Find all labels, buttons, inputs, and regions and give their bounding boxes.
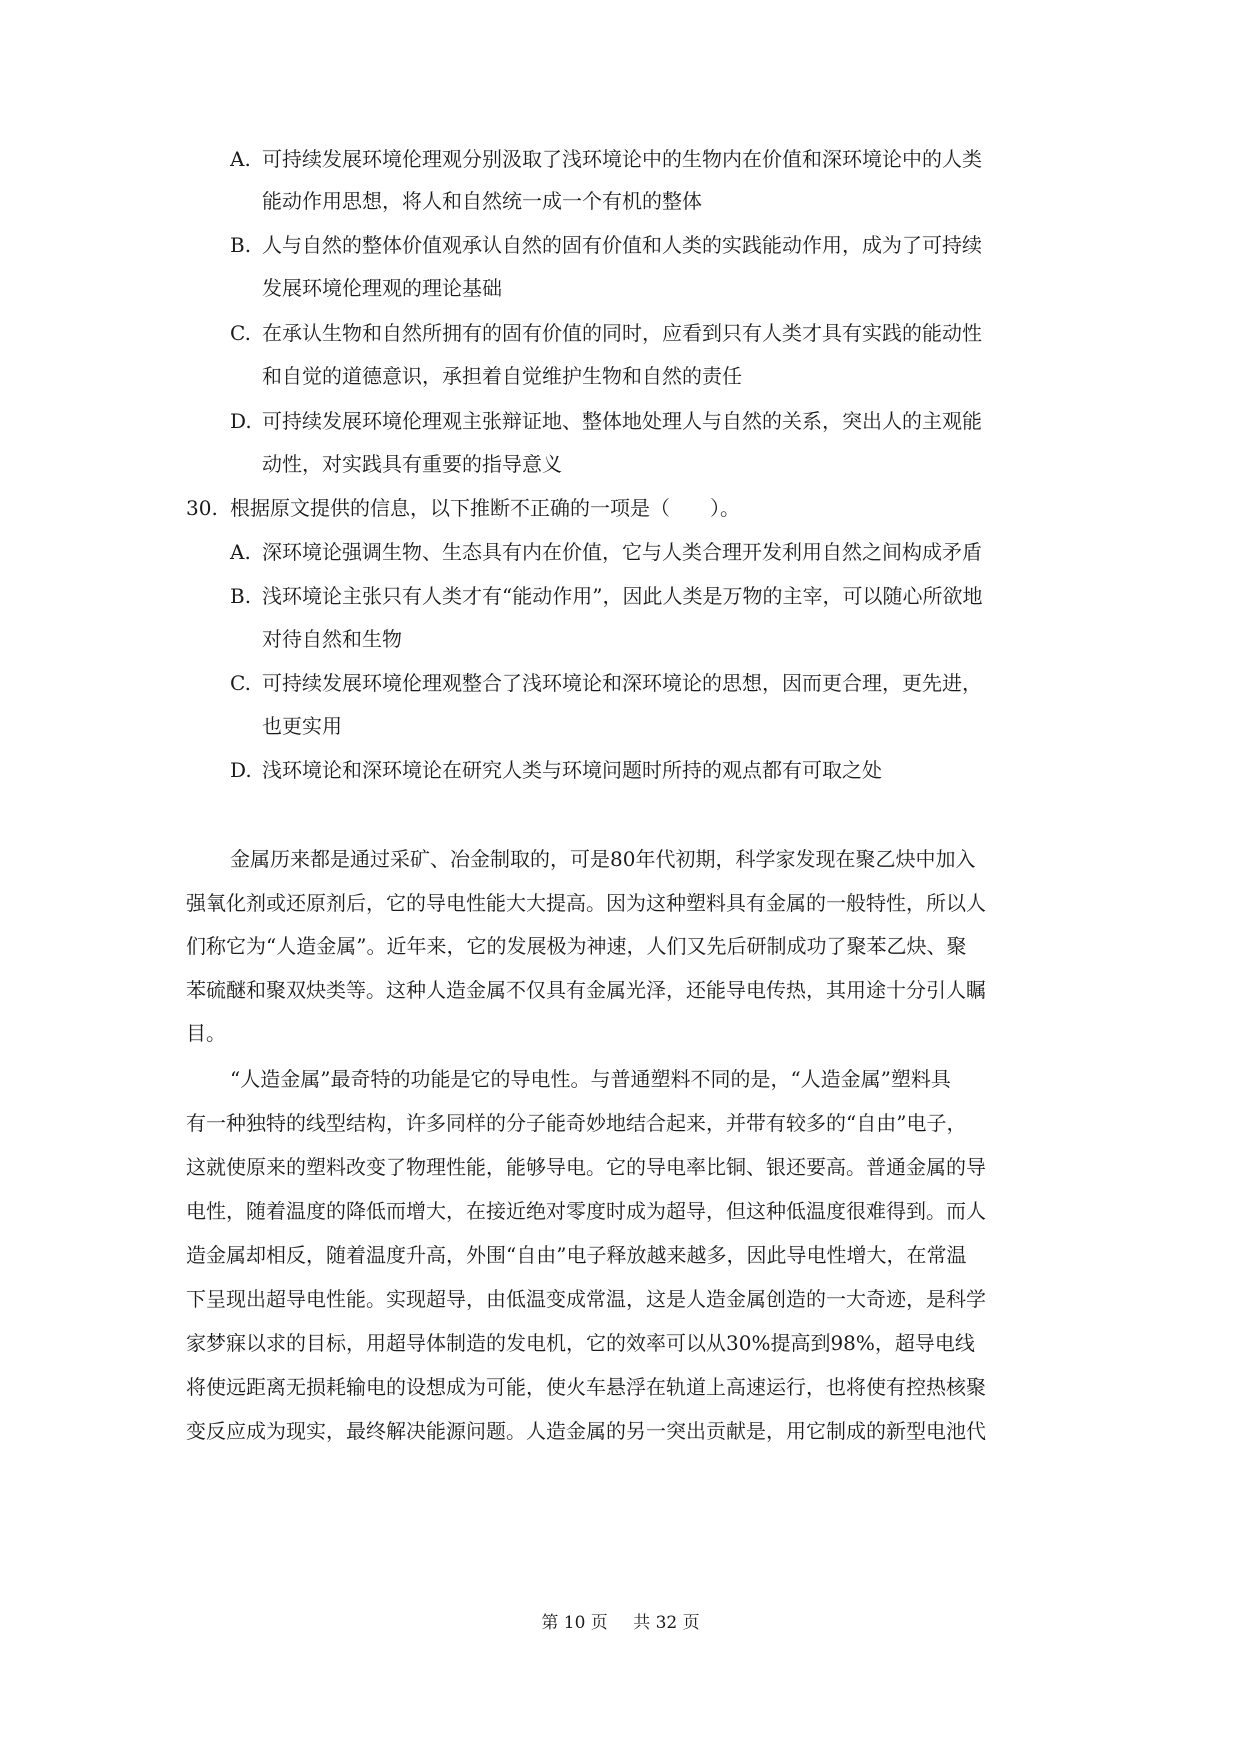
passage-p2-line: 家梦寐以求的目标，用超导体制造的发电机，它的效率可以从30%提高到98%，超导电线 <box>186 1331 975 1355</box>
question-number: 30. <box>186 496 218 520</box>
option-label: A. <box>230 540 251 564</box>
q30-option-c <box>230 670 982 696</box>
q29-option-a <box>230 146 982 172</box>
option-label: A. <box>230 147 251 171</box>
option-label: D. <box>230 409 252 433</box>
passage-p1-line: 们称它为“人造金属”。近年来，它的发展极为神速，人们又先后研制成功了聚苯乙炔、聚 <box>186 934 967 958</box>
q29-option-c <box>230 320 982 346</box>
q29-option-b-cont: 发展环境伦理观的理论基础 <box>262 276 502 300</box>
q30-stem <box>186 495 740 521</box>
passage-p1-line: 目。 <box>186 1021 226 1045</box>
passage-p2-line: 电性，随着温度的降低而增大，在接近绝对零度时成为超导，但这种低温度很难得到。而人 <box>186 1199 986 1223</box>
q29-option-a-cont: 能动作用思想，将人和自然统一成一个有机的整体 <box>262 189 702 213</box>
passage-p1-line: 强氧化剂或还原剂后，它的导电性能大大提高。因为这种塑料具有金属的一般特性，所以人 <box>186 891 986 915</box>
page-footer <box>0 1612 1241 1634</box>
passage-p1-line: 金属历来都是通过采矿、冶金制取的，可是80年代初期，科学家发现在聚乙炔中加入 <box>230 847 976 871</box>
total-pages: 共 32 页 <box>633 1613 700 1633</box>
option-text: 可持续发展环境伦理观分别汲取了浅环境论中的生物内在价值和深环境论中的人类 <box>262 147 982 171</box>
q29-option-d-cont: 动性，对实践具有重要的指导意义 <box>262 452 562 476</box>
passage-p2-line: 变反应成为现实，最终解决能源问题。人造金属的另一突出贡献是，用它制成的新型电池代 <box>186 1419 986 1443</box>
passage-p2-line: 这就使原来的塑料改变了物理性能，能够导电。它的导电率比铜、银还要高。普通金属的导 <box>186 1155 986 1179</box>
option-text: 可持续发展环境伦理观主张辩证地、整体地处理人与自然的关系，突出人的主观能 <box>262 409 982 433</box>
passage-p2-line: “人造金属”最奇特的功能是它的导电性。与普通塑料不同的是，“人造金属”塑料具 <box>230 1067 951 1091</box>
option-label: B. <box>230 584 252 608</box>
q30-option-a <box>230 539 982 565</box>
option-text: 浅环境论主张只有人类才有“能动作用”，因此人类是万物的主宰，可以随心所欲地 <box>262 584 983 608</box>
passage-p2-line: 造金属却相反，随着温度升高，外围“自由”电子释放越来越多，因此导电性增大，在常温 <box>186 1243 967 1267</box>
passage-p2-line: 将使远距离无损耗输电的设想成为可能，使火车悬浮在轨道上高速运行，也将使有控热核聚 <box>186 1375 986 1399</box>
q30-option-b-cont: 对待自然和生物 <box>262 627 402 651</box>
option-text: 在承认生物和自然所拥有的固有价值的同时，应看到只有人类才具有实践的能动性 <box>262 321 982 345</box>
passage-p2-line: 下呈现出超导电性能。实现超导，由低温变成常温，这是人造金属创造的一大奇迹，是科学 <box>186 1287 986 1311</box>
question-text: 根据原文提供的信息，以下推断不正确的一项是（ ）。 <box>230 496 740 520</box>
option-text: 浅环境论和深环境论在研究人类与环境问题时所持的观点都有可取之处 <box>262 758 882 782</box>
q29-option-c-cont: 和自觉的道德意识，承担着自觉维护生物和自然的责任 <box>262 364 742 388</box>
q29-option-d <box>230 408 982 434</box>
q30-option-c-cont: 也更实用 <box>262 714 342 738</box>
option-label: C. <box>230 321 251 345</box>
option-label: D. <box>230 758 252 782</box>
q30-option-b <box>230 583 982 609</box>
option-label: B. <box>230 233 252 257</box>
option-text: 可持续发展环境伦理观整合了浅环境论和深环境论的思想，因而更合理，更先进， <box>262 671 982 695</box>
option-text: 人与自然的整体价值观承认自然的固有价值和人类的实践能动作用，成为了可持续 <box>262 233 982 257</box>
option-label: C. <box>230 671 251 695</box>
q29-option-b <box>230 232 982 258</box>
page-number: 第 10 页 <box>541 1613 608 1633</box>
option-text: 深环境论强调生物、生态具有内在价值，它与人类合理开发利用自然之间构成矛盾 <box>262 540 982 564</box>
q30-option-d <box>230 757 882 783</box>
passage-p1-line: 苯硫醚和聚双炔类等。这种人造金属不仅具有金属光泽，还能导电传热，其用途十分引人瞩 <box>186 978 986 1002</box>
passage-p2-line: 有一种独特的线型结构，许多同样的分子能奇妙地结合起来，并带有较多的“自由”电子， <box>186 1111 967 1135</box>
